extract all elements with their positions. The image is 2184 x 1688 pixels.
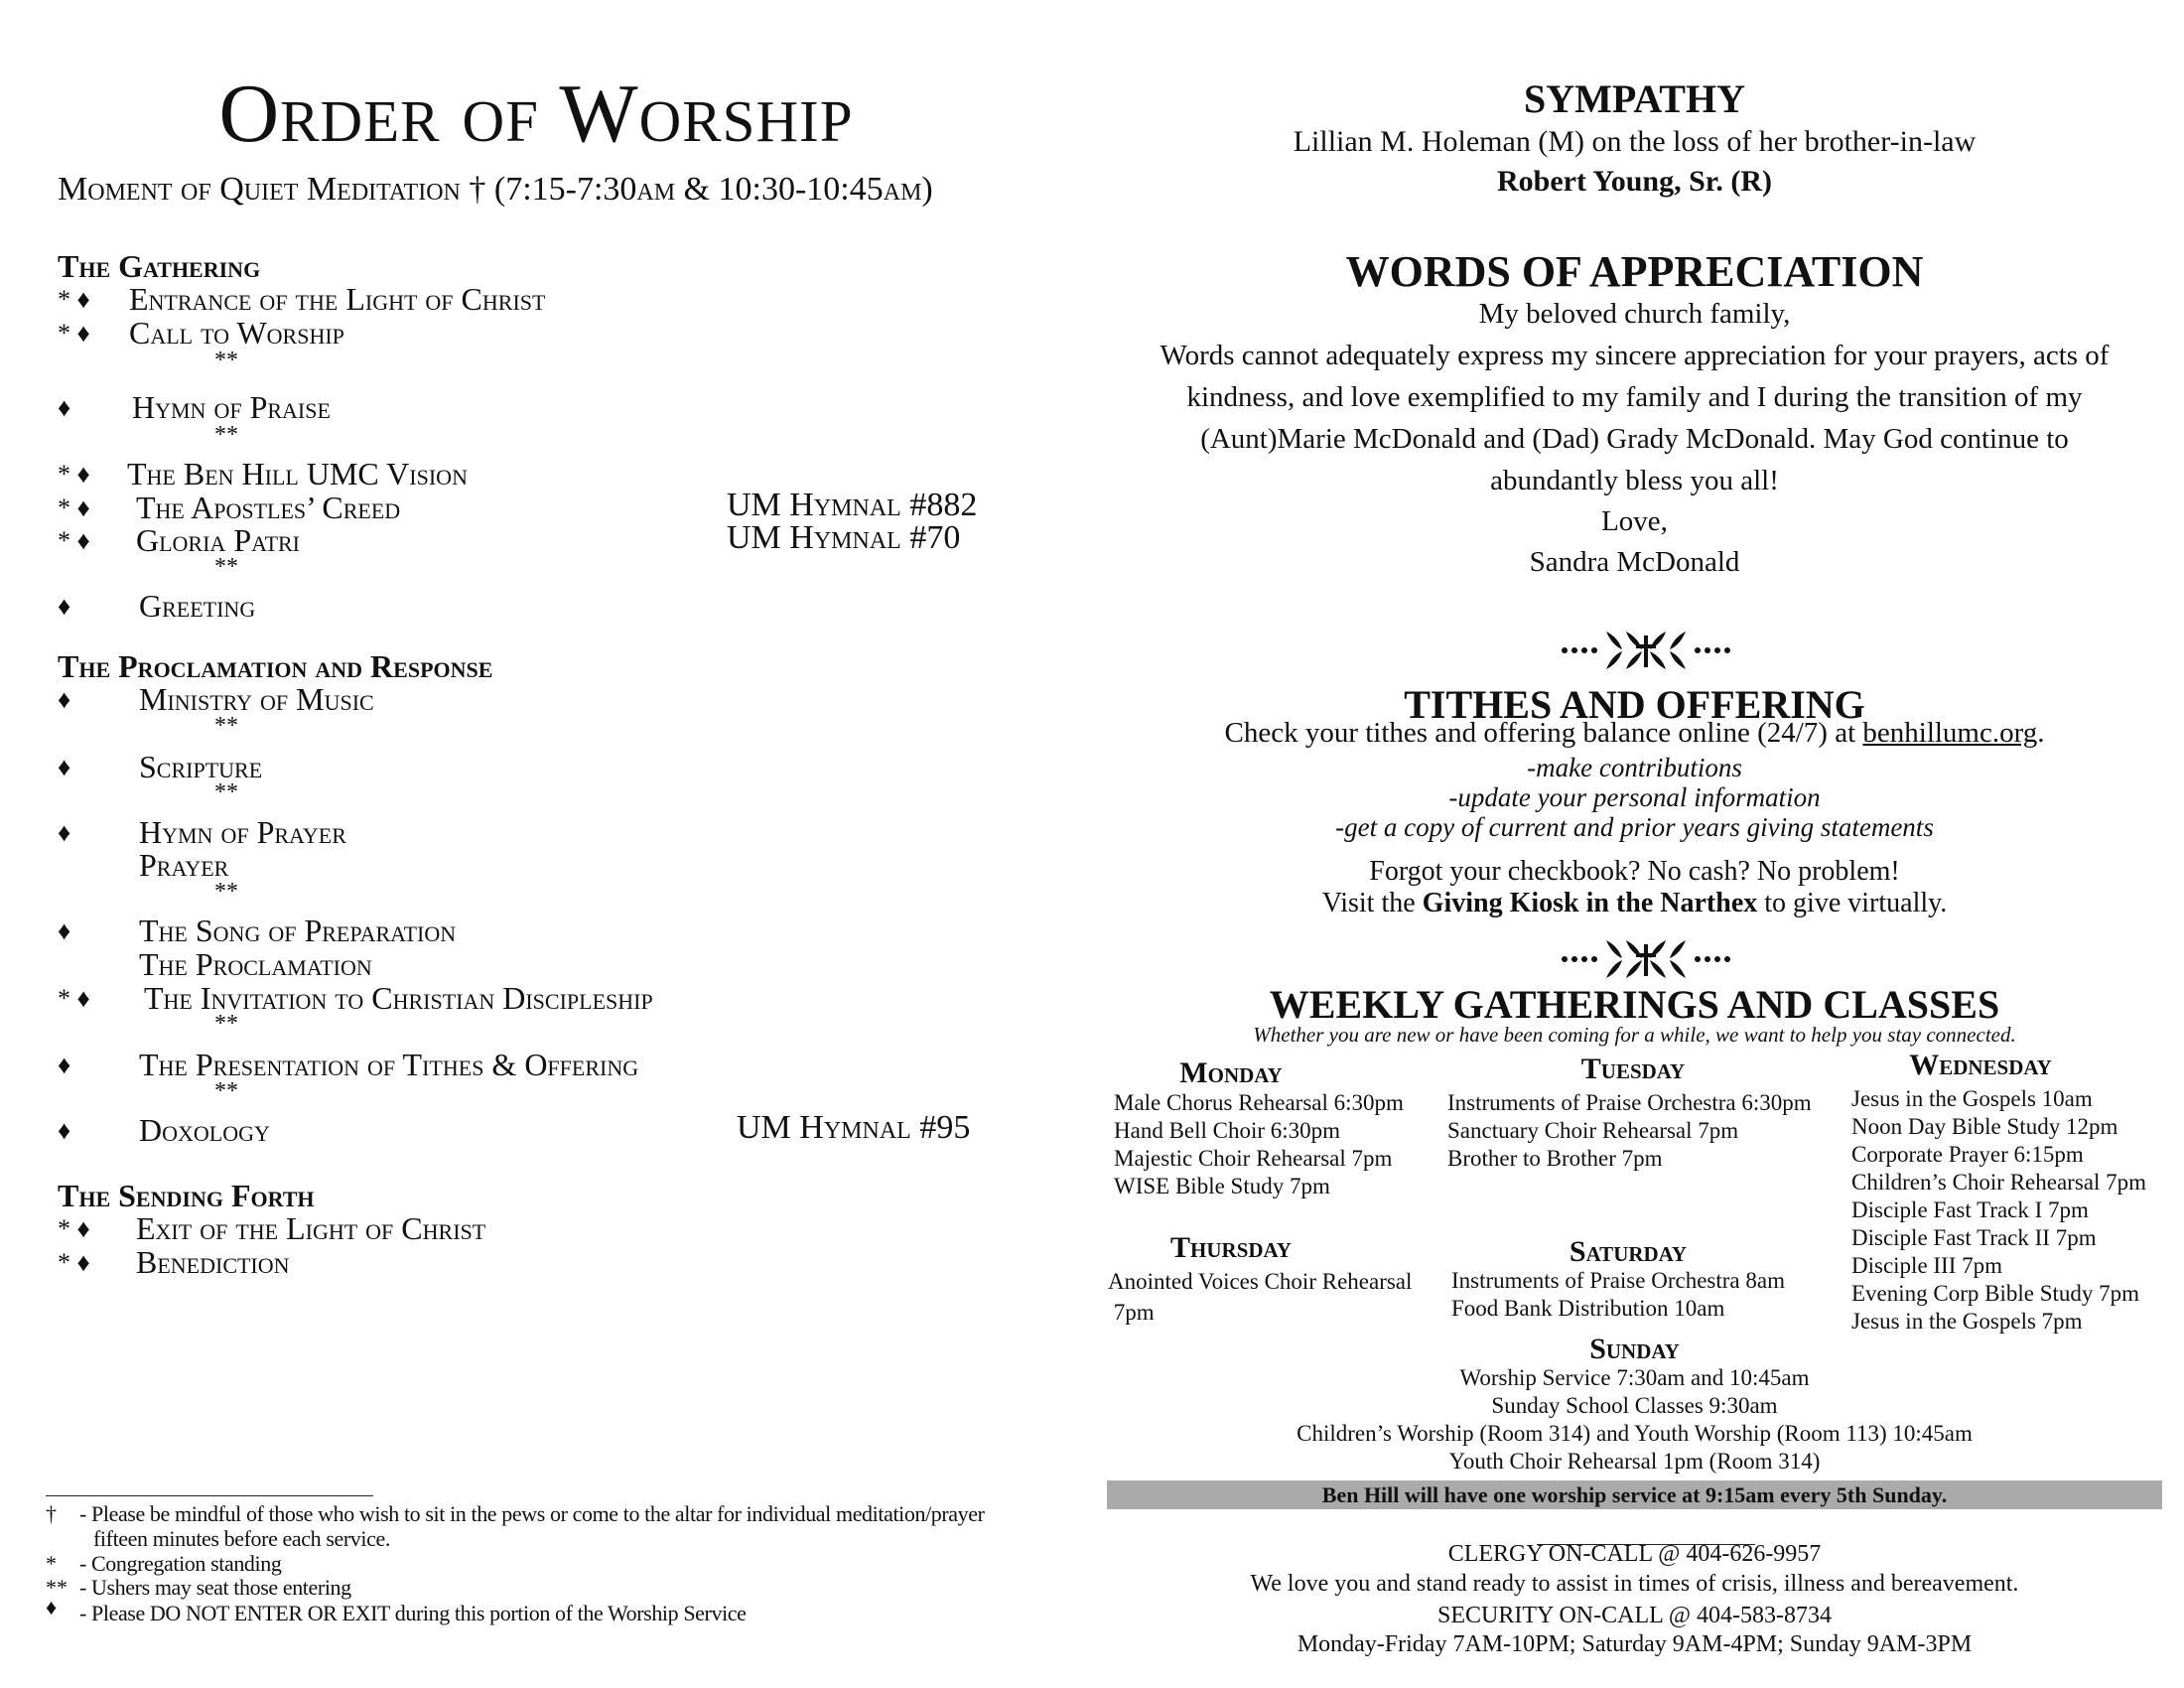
day-heading-wednesday: Wednesday — [1909, 1049, 2052, 1081]
double-asterisk-symbol: ** — [46, 1575, 68, 1600]
item-marks: ♦ — [58, 592, 71, 621]
item-marks: * ♦ — [58, 984, 90, 1013]
event-item: Noon Day Bible Study 12pm — [1851, 1114, 2118, 1139]
tithes-check-text: Check your tithes and offering balance online (24/7) at — [1224, 717, 1863, 749]
security-hours: Monday-Friday 7AM-10PM; Saturday 9AM-4PM; Sunday 9AM-3PM — [1297, 1631, 1973, 1657]
tithes-heading: TITHES AND OFFERING — [1404, 682, 1865, 727]
order-of-worship-title: Order of Worship — [218, 68, 854, 160]
item-benediction: Benediction — [136, 1244, 290, 1280]
item-marks: * ♦ — [58, 493, 90, 522]
appreciation-line: abundantly bless you all! — [1490, 465, 1779, 496]
item-marks: ♦ — [58, 1116, 71, 1145]
item-hymn-of-prayer: Hymn of Prayer — [139, 814, 346, 850]
sympathy-name: Robert Young, Sr. (R) — [1497, 165, 1772, 198]
clergy-on-call: CLERGY ON-CALL @ 404-626-9957 — [1447, 1541, 1822, 1567]
ushers-mark: ** — [214, 348, 238, 373]
moment-of-meditation: Moment of Quiet Meditation † (7:15-7:30am & 10:30-10:45am) — [58, 171, 933, 208]
item-exit-light: Exit of the Light of Christ — [136, 1210, 486, 1246]
tithes-check-line — [1107, 717, 2162, 750]
event-item: Hand Bell Choir 6:30pm — [1114, 1118, 1341, 1143]
section-heading-proclamation: The Proclamation and Response — [58, 648, 493, 684]
asterisk-symbol: * — [46, 1551, 57, 1576]
sunday-events — [1107, 1364, 2162, 1476]
day-heading-sunday: Sunday — [1589, 1333, 1680, 1365]
event-item: Food Bank Distribution 10am — [1451, 1296, 1725, 1321]
section-heading-sending-forth: The Sending Forth — [58, 1178, 315, 1213]
event-item: Sanctuary Choir Rehearsal 7pm — [1447, 1118, 1739, 1143]
footnote-dagger-continued: fifteen minutes before each service. — [93, 1526, 390, 1551]
footnote-divider — [46, 1495, 373, 1496]
item-greeting: Greeting — [139, 588, 256, 624]
diamond-symbol: ♦ — [46, 1595, 58, 1619]
clergy-note: We love you and stand ready to assist in times of crisis, illness and bereavement. — [1250, 1571, 2019, 1597]
event-item: Majestic Choir Rehearsal 7pm — [1114, 1146, 1393, 1171]
tithes-visit-prefix: Visit the — [1321, 888, 1423, 918]
event-item: Brother to Brother 7pm — [1447, 1146, 1663, 1171]
ushers-mark: ** — [214, 879, 238, 905]
item-marks: * ♦ — [58, 1248, 90, 1277]
cross-ornament-icon — [1547, 628, 1745, 673]
cross-ornament-icon — [1547, 936, 1745, 982]
sympathy-line: Lillian M. Holeman (M) on the loss of her brother-in-law — [1293, 125, 1977, 158]
item-marks: * ♦ — [58, 1214, 90, 1243]
event-item: Worship Service 7:30am and 10:45am — [1459, 1365, 1810, 1390]
event-item: Instruments of Praise Orchestra 6:30pm — [1447, 1090, 1812, 1115]
event-item: 7pm — [1108, 1300, 1155, 1325]
sympathy-heading: SYMPATHY — [1524, 76, 1745, 121]
item-entrance-light: Entrance of the Light of Christ — [129, 281, 546, 317]
day-heading-thursday: Thursday — [1170, 1231, 1292, 1264]
benhillumc-link[interactable]: benhillumc.org — [1862, 717, 2038, 749]
item-song-of-preparation: The Song of Preparation — [139, 913, 457, 948]
tuesday-events — [1447, 1089, 1812, 1173]
item-marks: ♦ — [58, 393, 71, 422]
event-item: Youth Choir Rehearsal 1pm (Room 314) — [1448, 1449, 1821, 1474]
day-heading-tuesday: Tuesday — [1580, 1053, 1686, 1085]
footnote-asterisk: - Congregation standing — [79, 1551, 282, 1576]
event-item: Children’s Worship (Room 314) and Youth Worship (Room 113) 10:45am — [1297, 1421, 1973, 1446]
tithes-visit-suffix: to give virtually. — [1757, 888, 1948, 918]
event-item: Male Chorus Rehearsal 6:30pm — [1114, 1090, 1404, 1115]
item-marks: * ♦ — [58, 460, 90, 489]
item-marks: ♦ — [58, 916, 71, 945]
item-doxology: Doxology — [139, 1112, 270, 1148]
item-marks: ♦ — [58, 685, 71, 714]
ushers-mark: ** — [214, 1011, 238, 1037]
item-scripture: Scripture — [139, 749, 263, 784]
ushers-mark: ** — [214, 779, 238, 805]
tithes-bullet: -make contributions — [1527, 753, 1742, 782]
item-the-proclamation: The Proclamation — [139, 946, 372, 982]
event-item: Corporate Prayer 6:15pm — [1851, 1142, 2084, 1167]
weekly-subtitle: Whether you are new or have been coming for a while, we want to help you stay connected. — [1253, 1023, 2016, 1047]
event-item: Jesus in the Gospels 7pm — [1851, 1309, 2083, 1334]
event-item: Disciple III 7pm — [1851, 1253, 2003, 1278]
appreciation-line: (Aunt)Marie McDonald and (Dad) Grady McDonald. May God continue to — [1200, 423, 2069, 455]
giving-kiosk: Giving Kiosk in the Narthex — [1422, 888, 1758, 918]
item-marks: ♦ — [58, 753, 71, 781]
event-item: Anointed Voices Choir Rehearsal — [1108, 1269, 1413, 1294]
item-presentation-tithes: The Presentation of Tithes & Offering — [139, 1047, 639, 1082]
tithes-check-suffix: . — [2037, 717, 2045, 749]
item-apostles-creed: The Apostles’ Creed — [136, 490, 401, 525]
appreciation-signature: Sandra McDonald — [1529, 546, 1740, 578]
thursday-events — [1108, 1266, 1412, 1328]
hymnal-reference: UM Hymnal #882 — [727, 487, 978, 523]
appreciation-line: kindness, and love exemplified to my family and I during the transition of my — [1186, 381, 2083, 413]
tithes-bullet: -get a copy of current and prior years giving statements — [1335, 812, 1934, 842]
appreciation-line: Love, — [1601, 505, 1668, 537]
event-item: Jesus in the Gospels 10am — [1851, 1086, 2093, 1111]
event-item: Instruments of Praise Orchestra 8am — [1451, 1268, 1785, 1293]
appreciation-line: Words cannot adequately express my sincere appreciation for your prayers, acts of — [1160, 340, 2110, 371]
appreciation-heading: WORDS OF APPRECIATION — [1345, 247, 1924, 296]
appreciation-line: My beloved church family, — [1478, 298, 1791, 330]
day-heading-saturday: Saturday — [1569, 1235, 1688, 1268]
event-item: Sunday School Classes 9:30am — [1491, 1393, 1778, 1418]
event-item: Disciple Fast Track II 7pm — [1851, 1225, 2097, 1250]
item-ministry-of-music: Ministry of Music — [139, 681, 374, 717]
ushers-mark: ** — [214, 713, 238, 739]
footnote-dagger: - Please be mindful of those who wish to sit in the pews or come to the altar for individual meditation/prayer — [79, 1501, 985, 1526]
item-marks: ♦ — [58, 818, 71, 847]
item-hymn-of-praise: Hymn of Praise — [132, 389, 331, 425]
footnote-diamond: - Please DO NOT ENTER OR EXIT during this portion of the Worship Service — [79, 1601, 747, 1625]
day-heading-monday: Monday — [1179, 1056, 1283, 1089]
event-item: WISE Bible Study 7pm — [1114, 1174, 1330, 1198]
tithes-visit-line — [1107, 888, 2162, 919]
item-marks: * ♦ — [58, 285, 90, 314]
hymnal-reference: UM Hymnal #70 — [727, 519, 961, 556]
item-marks: * ♦ — [58, 526, 90, 555]
dagger-symbol: † — [46, 1501, 57, 1526]
ushers-mark: ** — [214, 422, 238, 448]
item-ben-hill-vision: The Ben Hill UMC Vision — [127, 456, 468, 492]
wednesday-events — [1851, 1085, 2146, 1336]
event-item: Disciple Fast Track I 7pm — [1851, 1197, 2089, 1222]
monday-events — [1114, 1089, 1404, 1200]
section-heading-gathering: The Gathering — [58, 248, 261, 284]
event-item: Children’s Choir Rehearsal 7pm — [1851, 1170, 2147, 1195]
tithes-bullet: -update your personal information — [1448, 782, 1821, 812]
item-gloria-patri: Gloria Patri — [136, 522, 301, 558]
event-item: Evening Corp Bible Study 7pm — [1851, 1281, 2140, 1306]
item-marks: ♦ — [58, 1051, 71, 1079]
weekly-heading: WEEKLY GATHERINGS AND CLASSES — [1269, 982, 2000, 1027]
item-call-to-worship: Call to Worship — [129, 315, 344, 351]
tithes-forgot: Forgot your checkbook? No cash? No problem! — [1369, 856, 1900, 887]
item-prayer: Prayer — [139, 847, 229, 883]
fifth-sunday-banner: Ben Hill will have one worship service at 9:15am every 5th Sunday. — [1107, 1480, 2162, 1509]
ushers-mark: ** — [214, 1078, 238, 1104]
footnote-double-asterisk: - Ushers may seat those entering — [79, 1575, 351, 1600]
item-invitation-discipleship: The Invitation to Christian Discipleship — [144, 980, 653, 1016]
security-on-call: SECURITY ON-CALL @ 404-583-8734 — [1437, 1603, 1832, 1628]
saturday-events — [1451, 1267, 1785, 1323]
ushers-mark: ** — [214, 554, 238, 580]
hymnal-reference: UM Hymnal #95 — [737, 1109, 971, 1146]
item-marks: * ♦ — [58, 319, 90, 348]
